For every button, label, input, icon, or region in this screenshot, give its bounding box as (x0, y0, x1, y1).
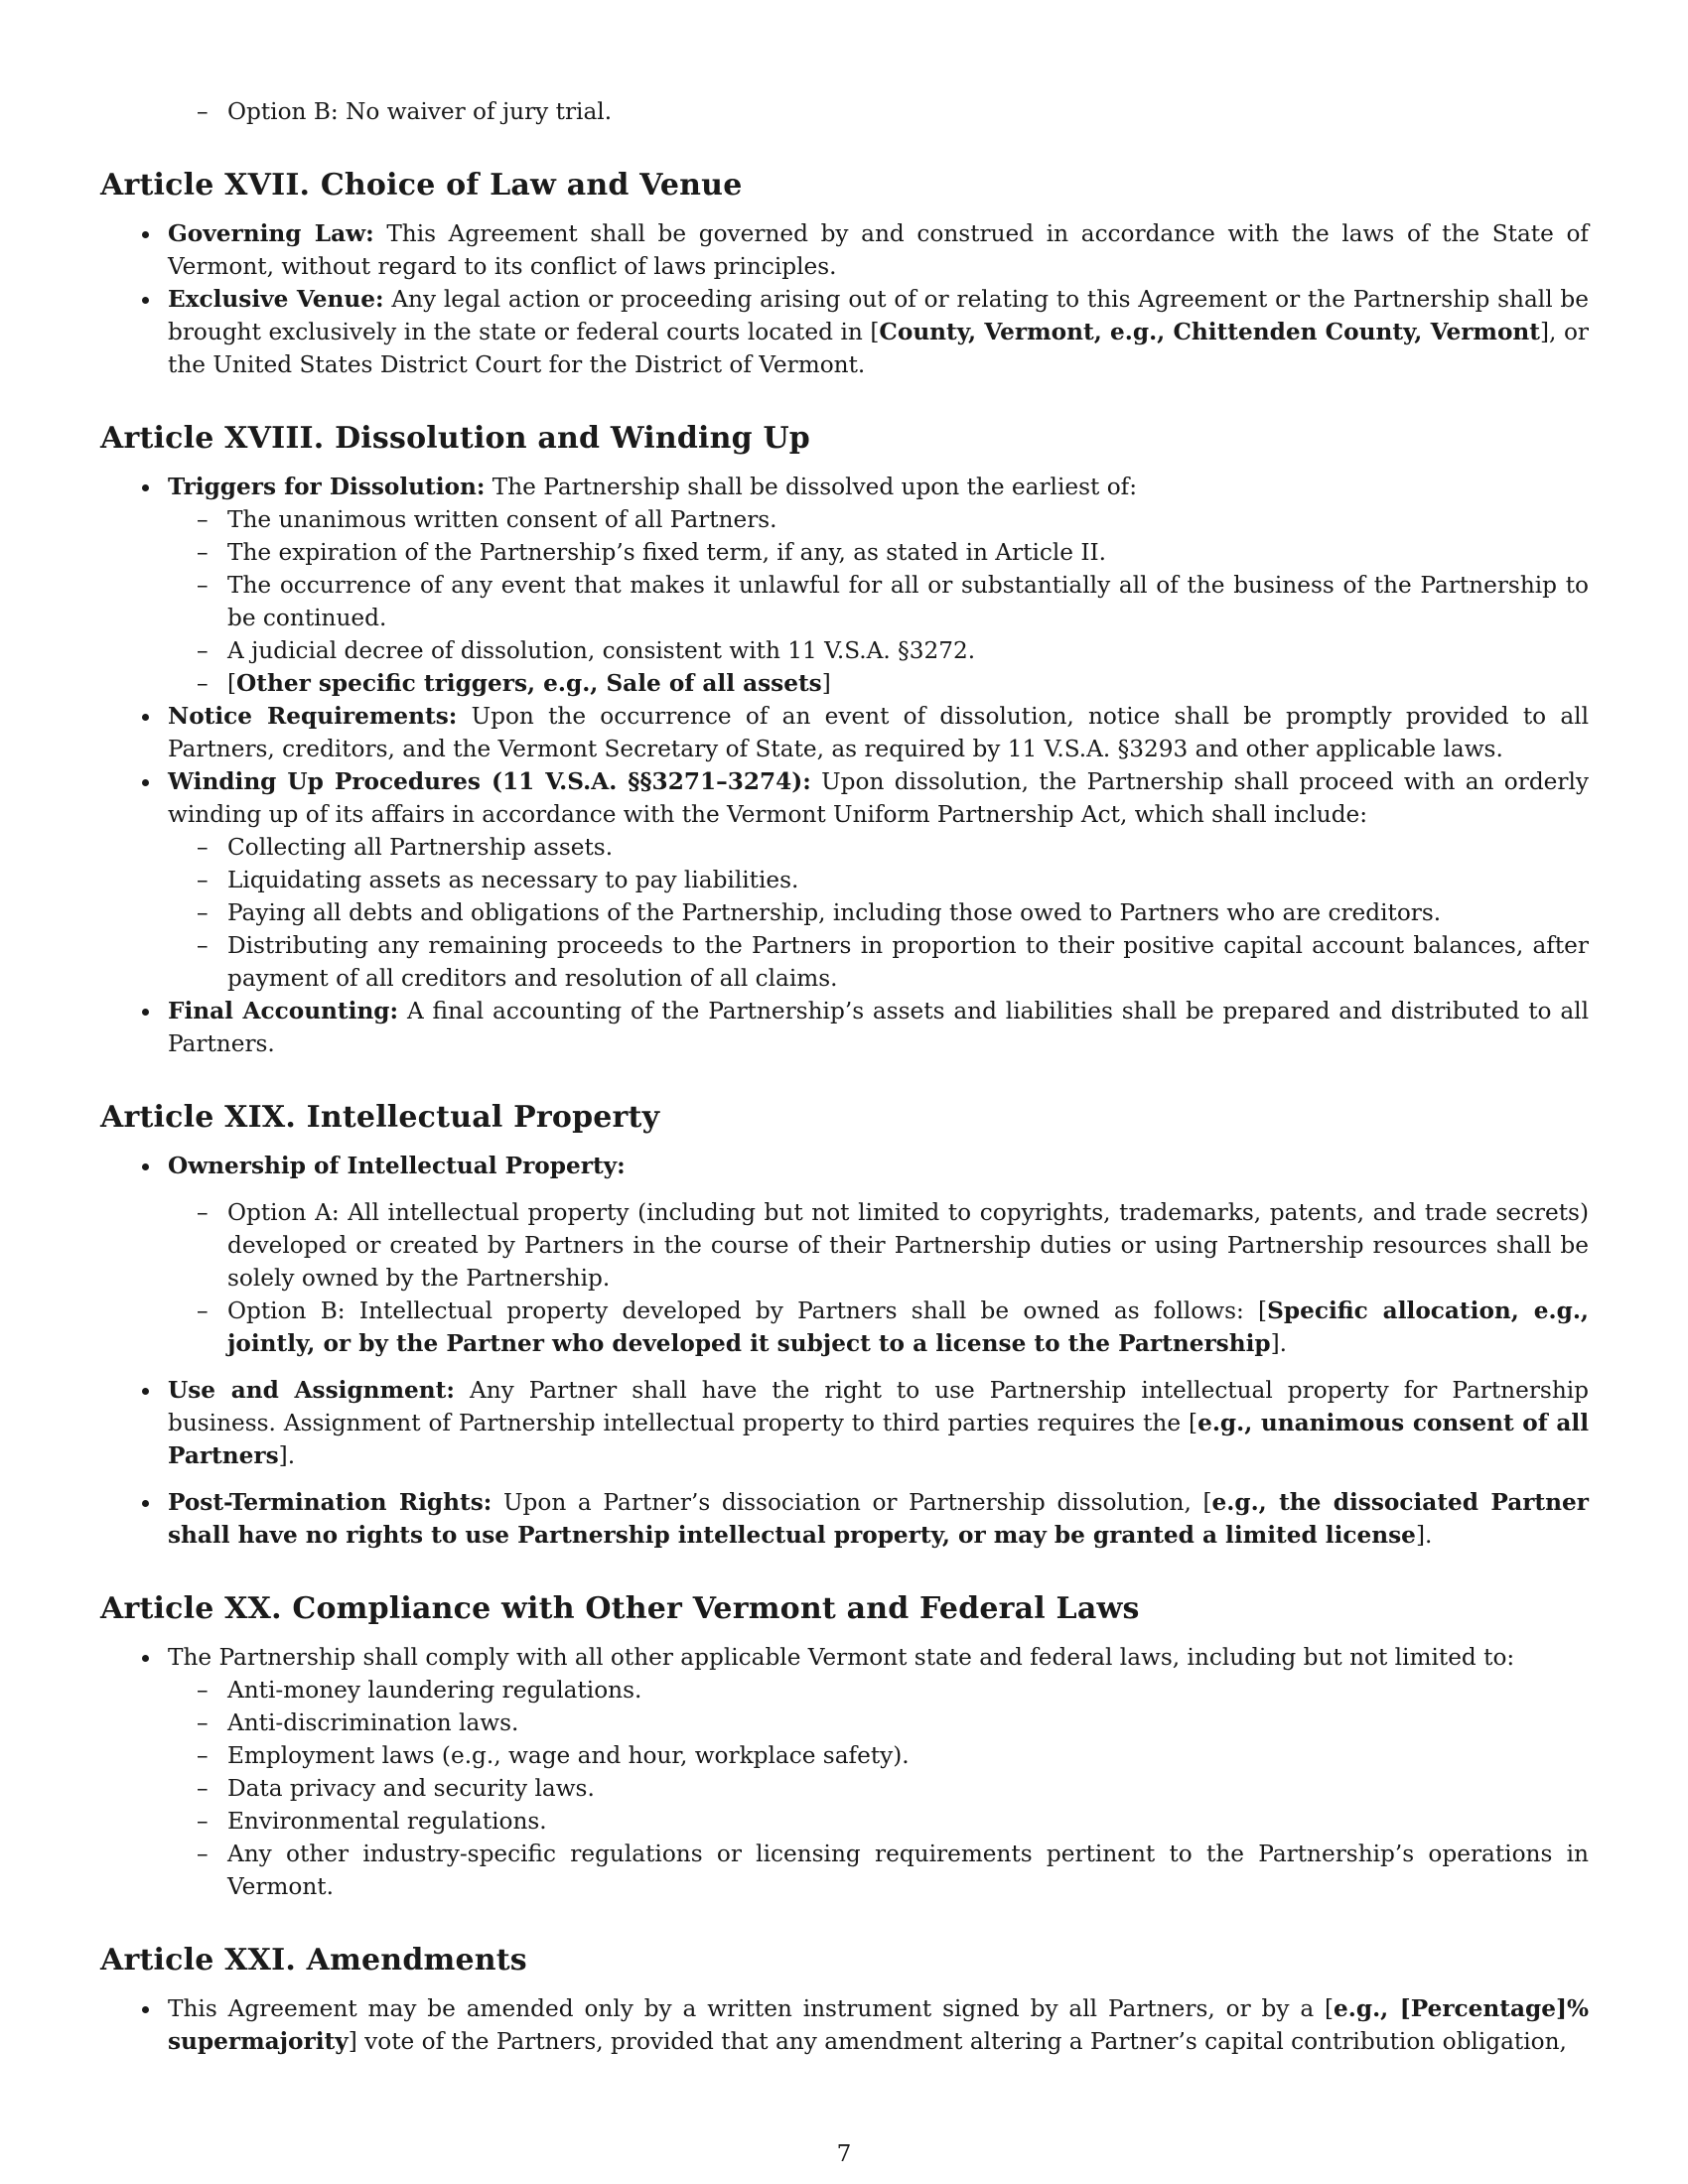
option-b-jury: – Option B: No waiver of jury trial. (100, 95, 1589, 128)
use-assignment-end: ]. (278, 1442, 296, 1469)
final-accounting-item (100, 995, 1589, 1060)
ip-option-b-text: Option B: Intellectual property developed by Partners shall be owned as follows: [ (227, 1297, 1268, 1324)
compliance-subitem: – Anti-money laundering regulations. (100, 1674, 1589, 1706)
post-termination-placeholder: e.g., the dissociated Partner shall have no rights to use Partnership intellectual property, or may be granted a limited license (168, 1489, 1589, 1549)
ip-ownership-item (100, 1150, 1589, 1182)
venue-placeholder: County, Vermont, e.g., Chittenden County, Vermont (879, 319, 1540, 345)
compliance-subitem: – Any other industry-specific regulations or licensing requirements pertinent to the Partnership’s operations in Vermont. (100, 1838, 1589, 1903)
document-page (100, 95, 1589, 2058)
winding-up-item (100, 765, 1589, 831)
dissolution-triggers-item (100, 471, 1589, 503)
trigger-subitem-other: – [Other specific triggers, e.g., Sale of all assets] (100, 667, 1589, 700)
article-21-heading: Article XXI. Amendments (100, 1943, 527, 1978)
governing-law-text: This Agreement shall be governed by and construed in accordance with the laws of the State of Vermont, without regard to its conflict of laws principles. (168, 220, 1590, 280)
compliance-subitem: – Employment laws (e.g., wage and hour, workplace safety). (100, 1739, 1589, 1772)
triggers-text: The Partnership shall be dissolved upon the earliest of: (492, 474, 1138, 500)
other-triggers-placeholder: Other specific triggers, e.g., Sale of all assets (236, 670, 822, 697)
trigger-subitem: – The occurrence of any event that makes it unlawful for all or substantially all of the business of the Partnership to be continued. (100, 569, 1589, 634)
post-termination-item (100, 1486, 1589, 1552)
use-assignment-label: Use and Assignment: (168, 1377, 455, 1404)
winding-subitem: – Liquidating assets as necessary to pay liabilities. (100, 864, 1589, 896)
trigger-subitem: – The unanimous written consent of all Partners. (100, 503, 1589, 536)
ip-option-b (100, 1295, 1589, 1360)
post-termination-text: Upon a Partner’s dissociation or Partnership dissolution, [ (502, 1489, 1212, 1516)
ip-option-b-placeholder: Specific allocation, e.g., jointly, or by the Partner who developed it subject to a license to the Partnership (227, 1297, 1589, 1357)
amendments-placeholder: e.g., [Percentage]% supermajority (168, 1995, 1589, 2055)
compliance-subitem: – Anti-discrimination laws. (100, 1706, 1589, 1739)
winding-up-label: Winding Up Procedures (11 V.S.A. §§3271–3274): (168, 768, 811, 795)
final-accounting-text: A final accounting of the Partnership’s assets and liabilities shall be prepared and distributed to all Partners. (168, 998, 1589, 1057)
ip-option-b-end: ]. (1270, 1330, 1288, 1357)
notice-requirements-item (100, 700, 1589, 765)
exclusive-venue-label: Exclusive Venue: (168, 286, 384, 313)
exclusive-venue-text-end: ], or the United States District Court for the District of Vermont. (168, 319, 1590, 378)
page-number: 7 (836, 2140, 852, 2167)
winding-subitem: – Distributing any remaining proceeds to the Partners in proportion to their positive capital account balances, after payment of all creditors and resolution of all claims. (100, 929, 1589, 995)
winding-up-text: Upon dissolution, the Partnership shall proceed with an orderly winding up of its affairs in accordance with the Vermont Uniform Partnership Act, which shall include: (168, 768, 1590, 828)
notice-label: Notice Requirements: (168, 703, 458, 730)
use-assignment-placeholder: e.g., unanimous consent of all Partners (168, 1410, 1590, 1469)
use-assignment-item (100, 1374, 1589, 1472)
governing-law-label: Governing Law: (168, 220, 374, 247)
post-termination-label: Post-Termination Rights: (168, 1489, 492, 1516)
amendments-item (100, 1992, 1589, 2058)
amendments-text-end: ] vote of the Partners, provided that any amendment altering a Partner’s capital contribution obligation, (348, 2028, 1567, 2055)
trigger-subitem: – The expiration of the Partnership’s fixed term, if any, as stated in Article II. (100, 536, 1589, 569)
compliance-subitem: – Environmental regulations. (100, 1805, 1589, 1838)
triggers-label: Triggers for Dissolution: (168, 474, 486, 500)
article-17-heading: Article XVII. Choice of Law and Venue (100, 168, 743, 203)
exclusive-venue-text: Any legal action or proceeding arising out of or relating to this Agreement or the Partnership shall be brought exclusively in the state or federal courts located in [ (168, 286, 1589, 345)
exclusive-venue-item (100, 283, 1589, 381)
final-accounting-label: Final Accounting: (168, 998, 399, 1024)
compliance-item: The Partnership shall comply with all other applicable Vermont state and federal laws, including but not limited to: (100, 1641, 1589, 1674)
governing-law-item (100, 217, 1589, 283)
notice-text: Upon the occurrence of an event of dissolution, notice shall be promptly provided to all Partners, creditors, and the Vermont Secretary of State, as required by 11 V.S.A. §3293 and other applicable laws. (168, 703, 1590, 762)
article-19-heading: Article XIX. Intellectual Property (100, 1100, 660, 1135)
article-18-heading: Article XVIII. Dissolution and Winding Up (100, 421, 810, 456)
compliance-subitem: – Data privacy and security laws. (100, 1772, 1589, 1805)
trigger-subitem: – A judicial decree of dissolution, consistent with 11 V.S.A. §3272. (100, 634, 1589, 667)
ip-option-a: – Option A: All intellectual property (including but not limited to copyrights, trademarks, patents, and trade secrets) developed or created by Partners in the course of their Partnership duties or using Partnership resources shall be solely owned by the Partnership. (100, 1196, 1589, 1295)
amendments-text: This Agreement may be amended only by a written instrument signed by all Partners, or by a [ (168, 1995, 1335, 2022)
article-20-heading: Article XX. Compliance with Other Vermont and Federal Laws (100, 1591, 1140, 1626)
winding-subitem: – Collecting all Partnership assets. (100, 831, 1589, 864)
use-assignment-text: Any Partner shall have the right to use Partnership intellectual property for Partnership business. Assignment of Partnership intellectual property to third parties requires the [ (168, 1377, 1590, 1436)
ip-ownership-label: Ownership of Intellectual Property: (168, 1153, 626, 1179)
winding-subitem: – Paying all debts and obligations of the Partnership, including those owed to Partners who are creditors. (100, 896, 1589, 929)
post-termination-end: ]. (1415, 1522, 1433, 1549)
